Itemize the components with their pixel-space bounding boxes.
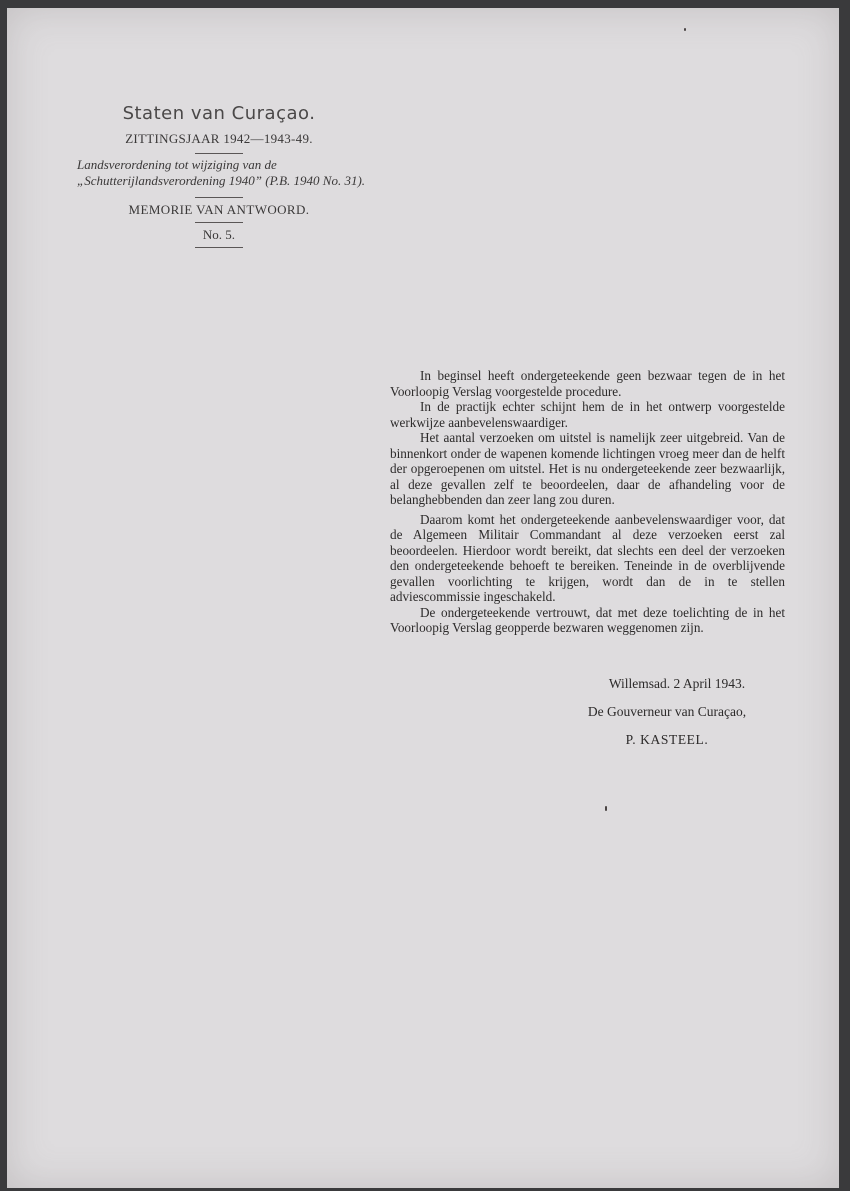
divider <box>195 197 243 198</box>
signatory-name: P. KASTEEL. <box>625 732 709 747</box>
session-year: ZITTINGSJAAR 1942—1943-49. <box>125 131 313 146</box>
place-date: Willemsad. 2 April 1943. <box>608 676 746 691</box>
paper-speck <box>684 28 686 31</box>
paragraph: Daarom komt het ondergeteekende aanbevelenswaardiger voor, dat de Algemeen Militair Commandant al deze verzoeken eerst zal beoordeelen. Hierdoor wordt bereikt, dat slechts een deel der verzoeken den ondergeteekende behoeft te bereiken. Teneinde in de overblijvende gevallen voorlichting te krijgen, wordt dan de in te stellen adviescommissie ingeschakeld. <box>390 511 785 604</box>
page-title: Staten van Curaçao. <box>122 103 316 124</box>
body-text <box>390 368 785 636</box>
document-page <box>7 8 839 1188</box>
paragraph: In de practijk echter schijnt hem de in het ontwerp voorgestelde werkwijze aanbevelenswaardiger. <box>390 399 785 430</box>
document-type: MEMORIE VAN ANTWOORD. <box>128 202 310 217</box>
paragraph: In beginsel heeft ondergeteekende geen bezwaar tegen de in het Voorloopig Verslag voorgestelde procedure. <box>390 368 785 399</box>
subject-line: Landsverordening tot wijziging van de „Schutterijlandsverordening 1940” (P.B. 1940 No. 31). <box>77 157 366 188</box>
paragraph: Het aantal verzoeken om uitstel is namelijk zeer uitgebreid. Van de binnenkort onder de wapenen komende lichtingen vroeg meer dan de helft der opgeroepenen om uitstel. Het is nu ondergeteekende zeer bezwaarlijk, al deze gevallen zelf te beoordeelen, daar de afhandeling voor de belanghebbenden dan zeer lang zou duren. <box>390 430 785 507</box>
document-number: No. 5. <box>202 227 236 242</box>
paragraph: De ondergeteekende vertrouwt, dat met deze toelichting de in het Voorloopig Verslag geopperde bezwaren weggenomen zijn. <box>390 604 785 635</box>
divider <box>195 153 243 154</box>
divider <box>195 222 243 223</box>
divider <box>195 247 243 248</box>
signature-block <box>547 674 787 758</box>
signatory-role: De Gouverneur van Curaçao, <box>587 704 747 719</box>
paper-speck <box>605 806 607 811</box>
document-header <box>69 103 369 248</box>
